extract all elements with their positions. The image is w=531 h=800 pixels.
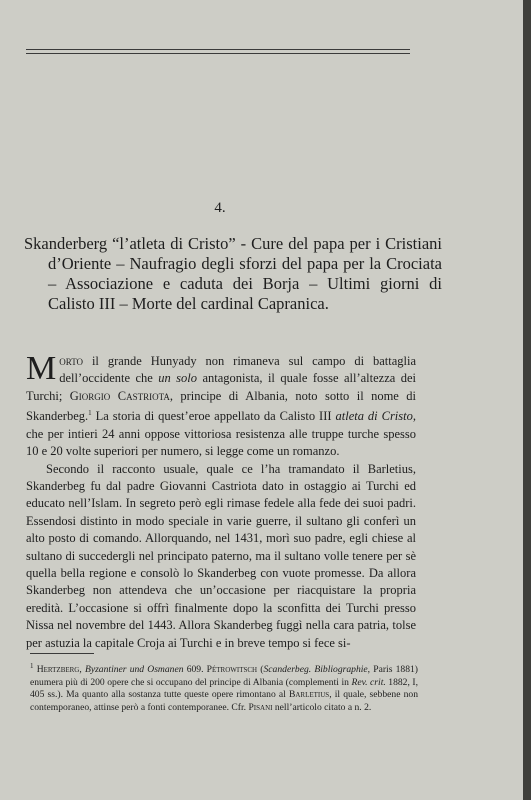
footnote-number: 1 [30, 662, 34, 670]
page-edge-shadow [523, 0, 531, 800]
drop-cap: M [26, 350, 57, 387]
chapter-heading: Skanderberg “l’atleta di Cristo” - Cure del papa per i Cristiani d’Oriente – Naufragio degli sforzi del papa per la Crociata – Associazione e caduta dei Borja – Ultimi giorni di Calisto III – Morte del cardinal Capranica. [24, 234, 442, 313]
paragraph-1: Morto il grande Hunyady non rimaneva sul campo di battaglia dell’occidente che un solo antagonista, il quale fosse all’altezza dei Turchi; Giorgio Castriota, principe di Albania, noto sotto il nome di Skanderbeg.$^1$ La storia di quest’eroe appellato da Calisto III atleta di Cristo, che per intieri 24 anni oppose vittoriosa resistenza alle truppe turche spesso 10 e 20 volte superiori per numero, si legge come un romanzo. [26, 350, 416, 459]
person-name: Giorgio Castriota [69, 388, 170, 403]
footnote-rule [30, 653, 94, 654]
main-text [26, 350, 416, 652]
chapter-number: 4. [214, 200, 226, 216]
paragraph-2: Secondo il racconto usuale, quale ce l’ha tramandato il Barletius, Skanderbeg fu dal padre Giovanni Castriota dato in ostaggio ai Turchi ed educato nell’Islam. In segreto però egli rimase fedele alla fede dei suoi padri. Essendosi distinto in modo speciale in varie guerre, il sultano gli conferì un alto posto di comando. Allorquando, nel 1431, morì suo padre, egli chiese al sultano di succedergli nel principato paterno, ma il sultano volle tenere per sè quella bella regione e consolò lo Skanderbeg con vuote promesse. Da allora Skanderbeg non attendeva che un’occasione per riacquistare la propria eredità. L’occasione si offrì finalmente dopo la sconfitta dei Turchi presso Nissa nel novembre del 1443. Allora Skanderbeg fuggì nella cara patria, tolse per astuzia la capitale Croja ai Turchi e in breve tempo si fece si- [26, 461, 416, 650]
header-rule-top [26, 49, 410, 50]
lead-word: orto [59, 354, 84, 368]
footnote: $^1$ Hertzberg, Byzantiner und Osmanen 609. Pétrowitsch (Scanderbeg. Bibliographie, Paris 1881) enumera più di 200 opere che si occupano del principe di Albania (complementi in Rev. crit. 1882, I, 405 ss.). Ma quanto alla sostanza tutte queste opere rimontano al Barletius, il quale, sebbene non contemporaneo, attinse però a fonti contemporanee. Cfr. Pisani nell’articolo citato a n. 2. [30, 662, 418, 713]
header-rule-bottom [26, 53, 410, 54]
footnote-marker: 1 [88, 409, 92, 418]
